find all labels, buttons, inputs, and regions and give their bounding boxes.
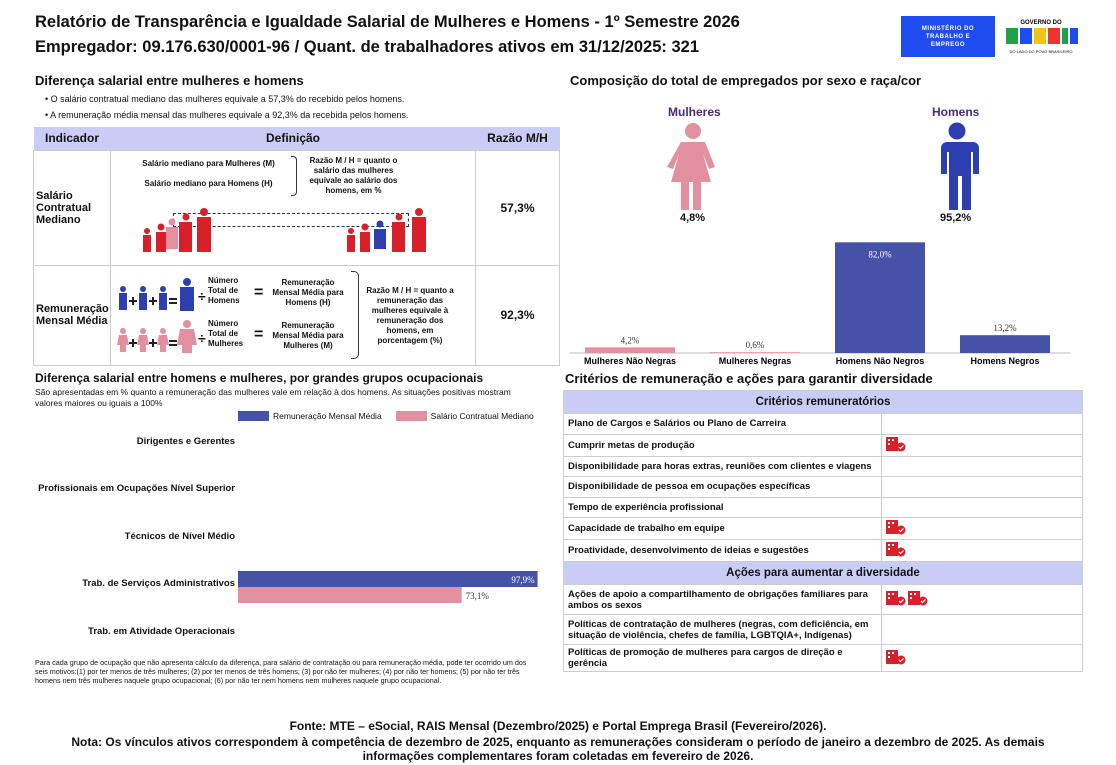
criteria-check — [882, 414, 1083, 435]
criteria-label: Disponibilidade para horas extras, reuniões com clientes e viagens — [564, 456, 882, 477]
def-men: Salário mediano para Homens (H) — [144, 178, 273, 188]
company-check-icon — [885, 519, 907, 535]
occ-category: Dirigentes e Gerentes — [136, 436, 235, 447]
bar — [710, 352, 800, 353]
indicator: Salário Contratual Mediano — [34, 150, 111, 265]
def-result-women: Remuneração Mensal Média para Mulheres (M) — [272, 320, 344, 350]
criteria-label: Plano de Cargos e Salários ou Plano de Carreira — [564, 414, 882, 435]
brace — [291, 156, 297, 196]
criteria-check — [882, 456, 1083, 477]
category-label: Mulheres Negras — [718, 356, 792, 366]
criteria-check — [882, 518, 1083, 540]
company-check-icon — [885, 649, 907, 665]
action-label: Políticas de promoção de mulheres para cargos de direção e gerência — [564, 645, 882, 672]
criteria-header: Critérios remuneratórios — [564, 391, 1083, 414]
criteria-title: Critérios de remuneração e ações para garantir diversidade — [565, 371, 933, 386]
bar — [238, 587, 462, 603]
criteria-label: Tempo de experiência profissional — [564, 497, 882, 518]
criteria-row — [564, 456, 1083, 477]
category-label: Homens Negros — [970, 356, 1040, 366]
footer-source: Fonte: MTE – eSocial, RAIS Mensal (Dezembro/2025) e Portal Emprega Brasil (Fevereiro/2026). — [289, 719, 827, 733]
definition-cell — [111, 265, 476, 365]
family-figures-icon — [141, 207, 461, 257]
criteria-label: Proatividade, desenvolvimento de ideias e sugestões — [564, 540, 882, 562]
chart-legend — [238, 411, 534, 421]
action-check — [882, 615, 1083, 645]
women-label: Mulheres — [668, 105, 721, 119]
data-label: 13,2% — [993, 323, 1017, 334]
occupational-bar-chart — [238, 425, 558, 645]
data-label: 97,9% — [511, 575, 535, 585]
criteria-table — [563, 390, 1083, 672]
criteria-row — [564, 434, 1083, 456]
race-composition-chart — [565, 230, 1075, 370]
definition-cell — [111, 150, 476, 265]
men-label: Homens — [932, 105, 980, 119]
ratio-value: 92,3% — [476, 265, 560, 365]
woman-icon — [665, 122, 721, 210]
men-pct: 95,2% — [940, 212, 972, 224]
def-result-men: Remuneração Mensal Média para Homens (H) — [272, 277, 344, 307]
criteria-row — [564, 497, 1083, 518]
report-title: Relatório de Transparência e Igualdade Salarial de Mulheres e Homens - 1º Semestre 2026 — [35, 13, 740, 31]
man-icon — [928, 122, 986, 210]
gap-table — [33, 127, 560, 366]
bar — [238, 571, 538, 587]
data-label: 0,6% — [745, 340, 765, 351]
company-check-icon — [885, 541, 907, 557]
def-ratio: Razão M / H = quanto o salário das mulheres equivale ao salário dos homens, em % — [309, 155, 398, 195]
criteria-label: Cumprir metas de produção — [564, 434, 882, 456]
employer-info: Empregador: 09.176.630/0001-96 / Quant. de trabalhadores ativos em 31/12/2025: 321 — [35, 38, 700, 56]
bar — [960, 335, 1050, 353]
gap-title: Diferença salarial entre mulheres e homens — [35, 73, 304, 88]
col-header: Definição — [111, 127, 476, 150]
action-label: Ações de apoio a compartilhamento de obrigações familiares para ambos os sexos — [564, 585, 882, 615]
actions-header: Ações para aumentar a diversidade — [564, 562, 1083, 585]
company-check-icon — [885, 436, 907, 452]
def-num-men: Número Total de Homens — [208, 275, 240, 305]
occ-category: Trab. em Atividade Operacionais — [88, 626, 235, 637]
action-row — [564, 615, 1083, 645]
gap-bullet: • O salário contratual mediano das mulheres equivale a 57,3% do recebido pelos homens. — [45, 94, 405, 104]
col-header: Indicador — [34, 127, 111, 150]
def-women: Salário mediano para Mulheres (M) — [142, 158, 275, 168]
criteria-check — [882, 434, 1083, 456]
criteria-check — [882, 477, 1083, 498]
def-ratio: Razão M / H = quanto a remuneração das mulheres equivale à remuneração dos homens, em porcentagem (%) — [366, 285, 454, 345]
col-header: Razão M/H — [476, 127, 560, 150]
occ-category: Trab. de Serviços Administrativos — [82, 578, 235, 589]
category-label: Mulheres Não Negras — [583, 356, 677, 366]
data-label: 82,0% — [868, 249, 892, 260]
criteria-row — [564, 477, 1083, 498]
ratio-value: 57,3% — [476, 150, 560, 265]
category-label: Homens Não Negros — [835, 356, 925, 366]
women-pct: 4,8% — [680, 212, 706, 224]
brace — [351, 271, 359, 359]
svg-text:GOVERNO DO: GOVERNO DO — [1020, 20, 1062, 26]
criteria-row — [564, 518, 1083, 540]
composition-title: Composição do total de empregados por sexo e raça/cor — [570, 73, 922, 88]
legend-swatch-blue — [238, 411, 269, 421]
women-sum-figures-icon — [117, 320, 197, 354]
gap-bullet: • A remuneração média mensal das mulheres equivale a 92,3% da recebida pelos homens. — [45, 110, 409, 120]
divide-icon: ÷ — [198, 287, 206, 304]
action-row — [564, 585, 1083, 615]
occ-category: Técnicos de Nível Médio — [124, 531, 235, 542]
occ-subtitle: São apresentadas em % quanto a remuneração das mulheres vale em relação à dos homens. As situações positivas mostram valores maiores ou iguais a 100% — [35, 387, 511, 408]
data-label: 4,2% — [620, 335, 640, 346]
svg-text:DO LADO DO POVO BRASILEIRO: DO LADO DO POVO BRASILEIRO — [1009, 49, 1073, 54]
action-check — [882, 585, 1083, 615]
company-check-icon — [907, 590, 929, 606]
criteria-label: Disponibilidade de pessoa em ocupações específicas — [564, 477, 882, 498]
action-check — [882, 645, 1083, 672]
men-sum-figures-icon — [117, 278, 197, 312]
action-row — [564, 645, 1083, 672]
occ-note: Para cada grupo de ocupação que não apresenta cálculo da diferença, para salário de contratação ou para remuneração média, pode ter ocorrido um dos seis motivos:(1) por ter menos de três mulheres; (2) por ter menos de três homens; (3) por não ter mulheres; (4) por não ter homens; (5) por não ter três homens nem três mulheres naquele grupo ocupacional; (6) por não ter nem homens nem mulheres naquele grupo ocupacional. — [35, 658, 527, 685]
indicator: Remuneração Mensal Média — [34, 265, 111, 365]
gov-brasil-logo — [996, 16, 1086, 57]
footer-note: Nota: Os vínculos ativos correspondem à competência de dezembro de 2025, enquanto as remunerações consideram o período de janeiro a dezembro de 2025. As demais informações complementares foram coletadas em fevereiro de 2026. — [71, 735, 1045, 763]
criteria-check — [882, 497, 1083, 518]
ministry-logo: MINISTÉRIO DO TRABALHO E EMPREGO — [901, 16, 995, 57]
equals-icon: = — [254, 325, 264, 343]
legend-swatch-pink — [396, 411, 427, 421]
occ-category: Profissionais em Ocupações Nível Superior — [38, 483, 235, 494]
criteria-check — [882, 540, 1083, 562]
legend-label: Salário Contratual Mediano — [430, 411, 534, 421]
occ-title: Diferença salarial entre homens e mulheres, por grandes grupos ocupacionais — [35, 371, 484, 385]
company-check-icon — [885, 590, 907, 606]
criteria-row — [564, 540, 1083, 562]
def-num-women: Número Total de Mulheres — [208, 318, 244, 348]
divide-icon: ÷ — [198, 329, 206, 346]
equals-icon: = — [254, 283, 264, 301]
action-label: Políticas de contratação de mulheres (negras, com deficiência, em situação de violência, chefes de família, LGBTQIA+, Indígenas) — [564, 615, 882, 645]
data-label: 73,1% — [465, 591, 489, 601]
legend-label: Remuneração Mensal Média — [273, 411, 382, 421]
bar — [585, 347, 675, 353]
criteria-label: Capacidade de trabalho em equipe — [564, 518, 882, 540]
criteria-row — [564, 414, 1083, 435]
